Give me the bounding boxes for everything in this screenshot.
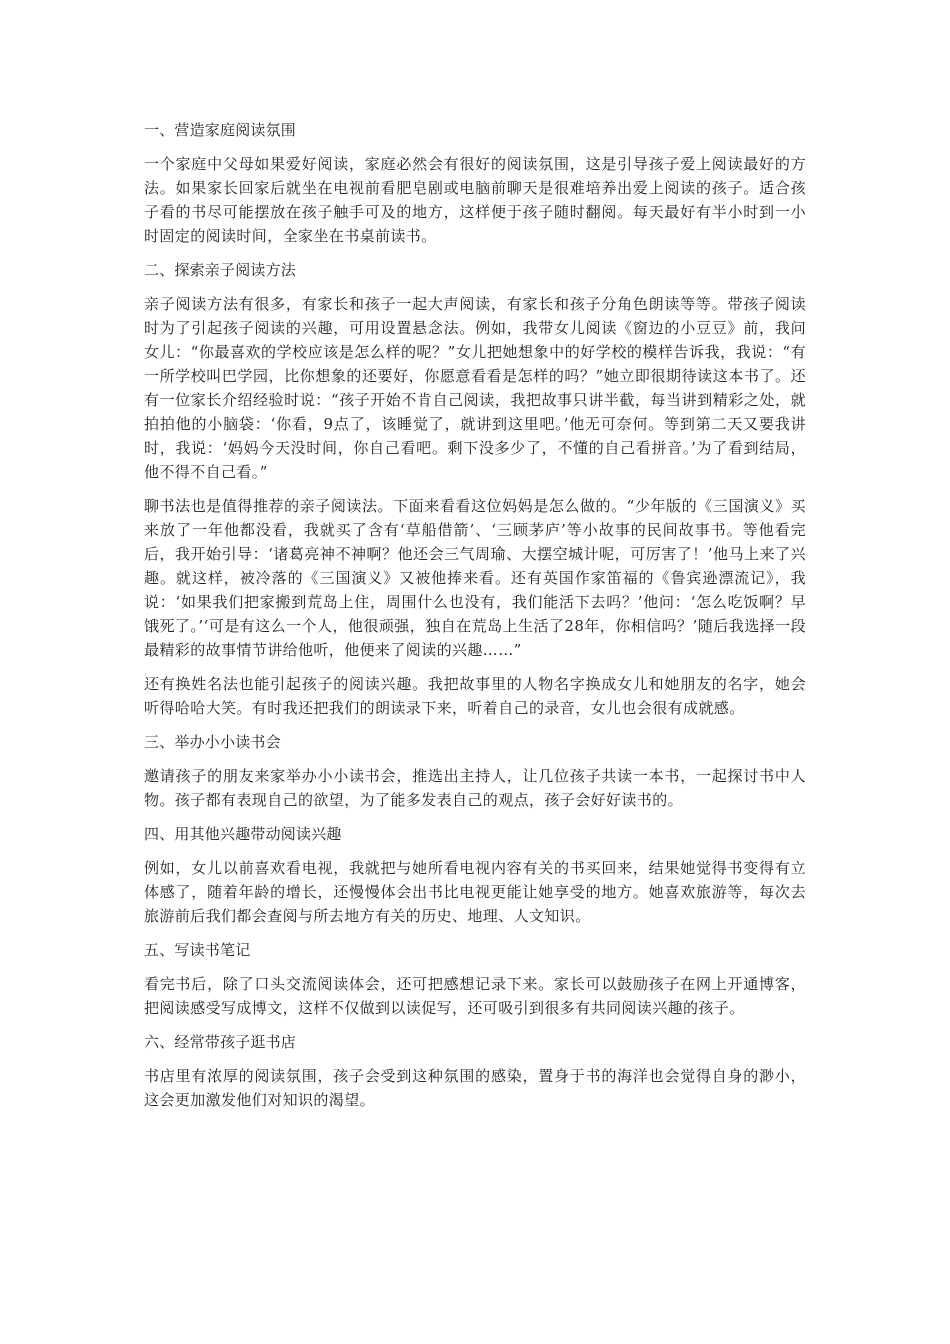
section-3: [144, 730, 806, 812]
section-heading: 二、探索亲子阅读方法: [144, 261, 297, 279]
paragraph: 亲子阅读方法有很多，有家长和孩子一起大声阅读，有家长和孩子分角色朗读等等。带孩子阅读时为了引起孩子阅读的兴趣，可用设置悬念法。例如，我带女儿阅读《窗边的小豆豆》前，我问女儿：“你最喜欢的学校应该是怎么样的呢？”女儿把她想象中的好学校的模样告诉我，我说：“有一所学校叫巴学园，比你想象的还要好，你愿意看看是怎样的吗？”她立即很期待读这本书了。还有一位家长介绍经验时说：“孩子开始不肯自己阅读，我把故事只讲半截，每当讲到精彩之处，就拍拍他的小脑袋：‘你看，9点了，该睡觉了，就讲到这里吧。’他无可奈何。等到第二天又要我讲时，我说：‘妈妈今天没时间，你自己看吧。剩下没多少了，不懂的自己看拼音。’为了看到结局，他不得不自己看。”: [144, 295, 806, 481]
section-2: [144, 258, 806, 720]
section-heading: 四、用其他兴趣带动阅读兴趣: [144, 825, 342, 843]
paragraph: 例如，女儿以前喜欢看电视，我就把与她所看电视内容有关的书买回来，结果她觉得书变得有立体感了，随着年龄的增长，还慢慢体会出书比电视更能让她享受的地方。她喜欢旅游等，每次去旅游前后我们都会查阅与所去地方有关的历史、地理、人文知识。: [144, 859, 806, 925]
paragraph: 书店里有浓厚的阅读氛围，孩子会受到这种氛围的感染，置身于书的海洋也会觉得自身的渺小，这会更加激发他们对知识的渴望。: [144, 1067, 806, 1109]
section-6: [144, 1030, 806, 1112]
paragraph: 一个家庭中父母如果爱好阅读，家庭必然会有很好的阅读氛围，这是引导孩子爱上阅读最好的方法。如果家长回家后就坐在电视前看肥皂剧或电脑前聊天是很难培养出爱上阅读的孩子。适合孩子看的书尽可能摆放在孩子触手可及的地方，这样便于孩子随时翻阅。每天最好有半小时到一小时固定的阅读时间，全家坐在书桌前读书。: [144, 155, 806, 245]
section-heading: 五、写读书笔记: [144, 941, 251, 959]
paragraph: 聊书法也是值得推荐的亲子阅读法。下面来看看这位妈妈是怎么做的。“少年版的《三国演义》买来放了一年他都没看，我就买了含有‘草船借箭’、‘三顾茅庐’等小故事的民间故事书。等他看完后，我开始引导：‘诸葛亮神不神啊？他还会三气周瑜、大摆空城计呢，可厉害了！’他马上来了兴趣。就这样，被冷落的《三国演义》又被他捧来看。还有英国作家笛福的《鲁宾逊漂流记》，我说：‘如果我们把家搬到荒岛上住，周围什么也没有，我们能活下去吗？’他问：‘怎么吃饭啊？早饿死了。’‘可是有这么一个人，他很顽强，独自在荒岛上生活了28年，你相信吗？’随后我选择一段最精彩的故事情节讲给他听，他便来了阅读的兴趣……”: [144, 497, 806, 659]
paragraph: 邀请孩子的朋友来家举办小小读书会，推选出主持人，让几位孩子共读一本书，一起探讨书中人物。孩子都有表现自己的欲望，为了能多发表自己的观点，孩子会好好读书的。: [144, 767, 806, 809]
section-5: [144, 938, 806, 1020]
paragraph: 还有换姓名法也能引起孩子的阅读兴趣。我把故事里的人物名字换成女儿和她朋友的名字，她会听得哈哈大笑。有时我还把我们的朗读录下来，听着自己的录音，女儿也会很有成就感。: [144, 675, 806, 717]
section-1: [144, 118, 806, 248]
section-heading: 一、营造家庭阅读氛围: [144, 121, 297, 139]
section-4: [144, 822, 806, 928]
section-heading: 三、举办小小读书会: [144, 733, 281, 751]
paragraph: 看完书后，除了口头交流阅读体会，还可把感想记录下来。家长可以鼓励孩子在网上开通博客，把阅读感受写成博文，这样不仅做到以读促写，还可吸引到很多有共同阅读兴趣的孩子。: [144, 975, 806, 1017]
section-heading: 六、经常带孩子逛书店: [144, 1033, 297, 1051]
document-body: [144, 118, 806, 1122]
